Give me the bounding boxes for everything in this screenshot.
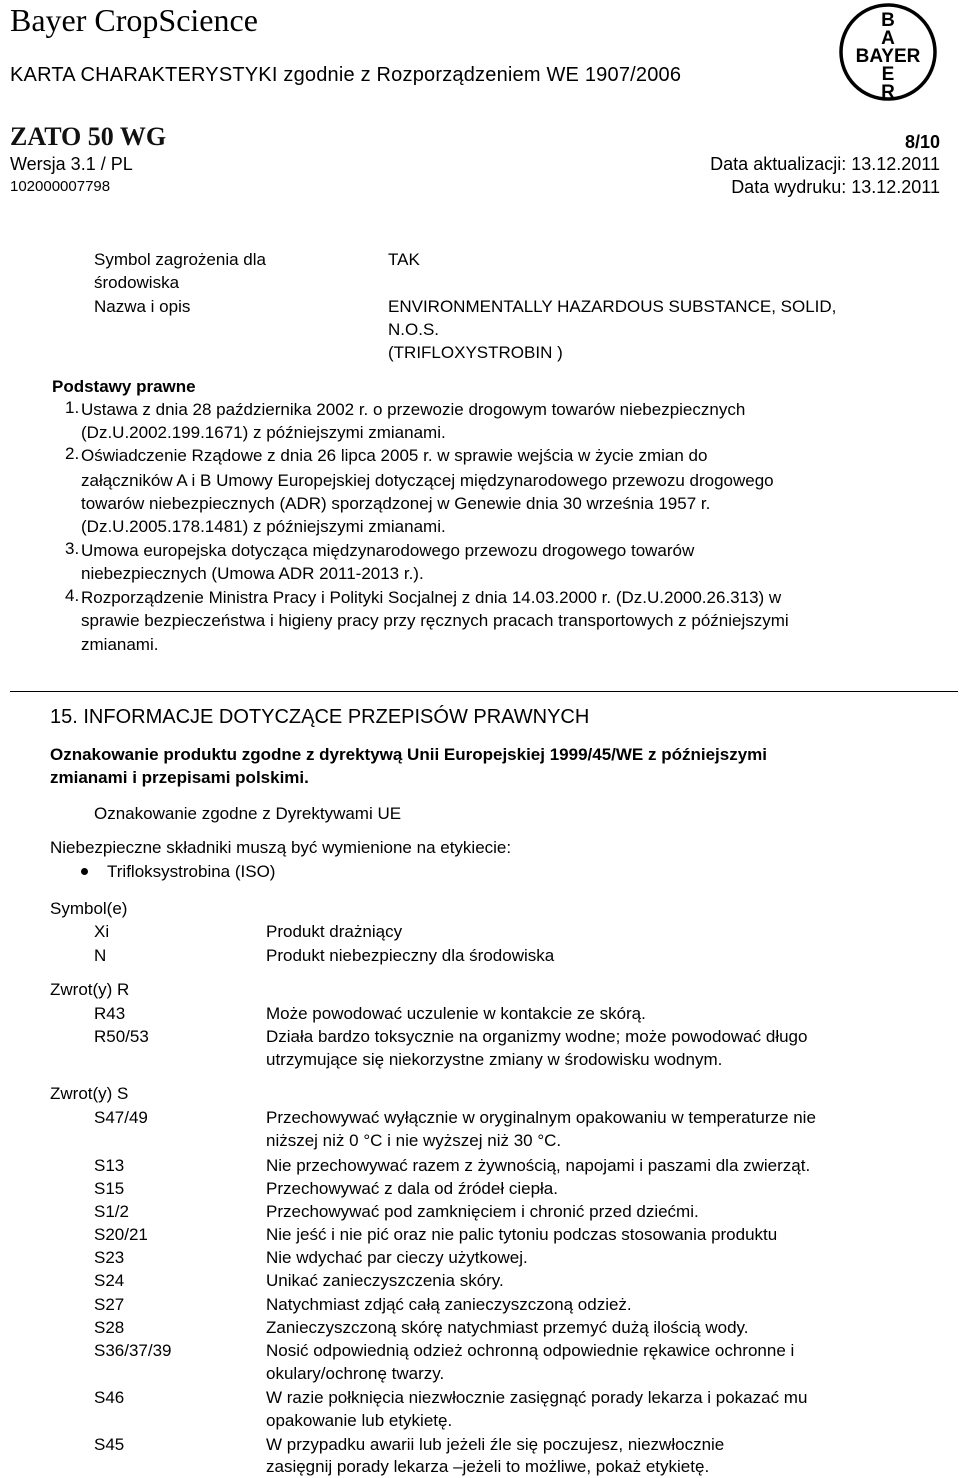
s-phrase-code: S27 xyxy=(94,1295,125,1314)
s-phrases-heading: Zwrot(y) S xyxy=(50,1084,129,1103)
name-label: Nazwa i opis xyxy=(94,297,191,316)
legal-item-line: (Dz.U.2002.199.1671) z późniejszymi zmianami. xyxy=(81,423,446,442)
bullet-icon xyxy=(81,868,88,875)
r-phrase-text: Działa bardzo toksycznie na organizmy wodne; może powodować długo xyxy=(266,1027,808,1046)
s-phrase-text: Przechowywać wyłącznie w oryginalnym opakowaniu w temperaturze nie xyxy=(266,1108,816,1127)
s-phrase-code: S28 xyxy=(94,1318,125,1337)
s-phrase-code: S46 xyxy=(94,1388,125,1407)
document-number: 102000007798 xyxy=(10,178,111,195)
s-phrase-text: Przechowywać pod zamknięciem i chronić przed dziećmi. xyxy=(266,1202,699,1221)
s-phrase-text: Nosić odpowiednią odzież ochronną odpowiednie rękawice ochronne i xyxy=(266,1341,795,1360)
s-phrase-text: Unikać zanieczyszczenia skóry. xyxy=(266,1271,504,1290)
labelling-subtitle-2: zmianami i przepisami polskimi. xyxy=(50,768,309,787)
legal-item-line: Ustawa z dnia 28 października 2002 r. o przewozie drogowym towarów niebezpiecznych xyxy=(81,400,746,419)
s-phrase-text: Nie przechowywać razem z żywnością, napojami i paszami dla zwierząt. xyxy=(266,1156,811,1175)
logo-letter-r: R xyxy=(881,82,895,102)
name-value-1: ENVIRONMENTALLY HAZARDOUS SUBSTANCE, SOLID, xyxy=(388,297,837,316)
company-name: Bayer CropScience xyxy=(10,2,258,38)
env-hazard-value: TAK xyxy=(388,250,420,269)
product-name: ZATO 50 WG xyxy=(10,122,167,151)
legal-item-line: (Dz.U.2005.178.1481) z późniejszymi zmianami. xyxy=(81,517,446,536)
symbol-description: Produkt niebezpieczny dla środowiska xyxy=(266,946,555,965)
s-phrase-text: niższej niż 0 °C i nie wyższej niż 30 °C. xyxy=(266,1131,562,1150)
s-phrase-text: Nie wdychać par cieczy użytkowej. xyxy=(266,1248,528,1267)
s-phrase-text: zasięgnij porady lekarza –jeżeli to możliwe, pokaż etykietę. xyxy=(266,1457,710,1476)
legal-heading: Podstawy prawne xyxy=(52,377,196,396)
logo-letter-e: E xyxy=(881,64,895,85)
s-phrase-text: opakowanie lub etykietę. xyxy=(266,1411,453,1430)
r-phrase-text: utrzymujące się niekorzystne zmiany w środowisku wodnym. xyxy=(266,1050,723,1069)
s-phrase-text: Przechowywać z dala od źródeł ciepła. xyxy=(266,1179,558,1198)
symbol-code: Xi xyxy=(94,922,110,941)
s-phrase-code: S45 xyxy=(94,1435,125,1454)
s-phrase-code: S13 xyxy=(94,1156,125,1175)
legal-item-line: zmianami. xyxy=(81,635,159,654)
r-phrase-text: Może powodować uczulenie w kontakcie ze skórą. xyxy=(266,1004,646,1023)
section-divider xyxy=(10,691,958,692)
s-phrase-code: S1/2 xyxy=(94,1202,129,1221)
hazardous-component: Trifloksystrobina (ISO) xyxy=(107,862,276,881)
r-phrases-heading: Zwrot(y) R xyxy=(50,980,130,999)
logo-letter-b: B xyxy=(881,10,895,31)
legal-item-number: 1. xyxy=(65,398,80,417)
s-phrase-code: S24 xyxy=(94,1271,125,1290)
labelling-subtitle-1: Oznakowanie produktu zgodne z dyrektywą Unii Europejskiej 1999/45/WE z późniejszymi xyxy=(50,745,768,764)
r-phrase-code: R50/53 xyxy=(94,1027,149,1046)
legal-item-number: 4. xyxy=(65,586,80,605)
legal-item-number: 2. xyxy=(65,444,80,463)
hazardous-components-intro: Niebezpieczne składniki muszą być wymienione na etykiecie: xyxy=(50,838,512,857)
s-phrase-code: S20/21 xyxy=(94,1225,148,1244)
legal-item-line: Rozporządzenie Ministra Pracy i Polityki Socjalnej z dnia 14.03.2000 r. (Dz.U.2000.26.313) w xyxy=(81,588,782,607)
name-value-2: N.O.S. xyxy=(388,320,440,339)
s-phrase-text: Zanieczyszczoną skórę natychmiast przemyć dużą ilością wody. xyxy=(266,1318,749,1337)
legal-item-line: towarów niebezpiecznych (ADR) sporządzonej w Genewie dnia 30 września 1957 r. xyxy=(81,494,711,513)
version: Wersja 3.1 / PL xyxy=(10,154,133,174)
env-hazard-label-2: środowiska xyxy=(94,273,180,292)
env-hazard-label-1: Symbol zagrożenia dla xyxy=(94,250,266,269)
logo-word-bayer: BAYER xyxy=(855,46,921,67)
legal-item-line: sprawie bezpieczeństwa i higieny pracy przy ręcznych pracach transportowych z późniejszymi xyxy=(81,611,789,630)
update-date: Data aktualizacji: 13.12.2011 xyxy=(710,154,940,174)
legal-item-line: Oświadczenie Rządowe z dnia 26 lipca 2005 r. w sprawie wejścia w życie zmian do xyxy=(81,446,708,465)
s-phrase-code: S23 xyxy=(94,1248,125,1267)
name-value-3: (TRIFLOXYSTROBIN ) xyxy=(388,343,563,362)
s-phrase-code: S36/37/39 xyxy=(94,1341,172,1360)
eu-labelling-label: Oznakowanie zgodne z Dyrektywami UE xyxy=(94,804,402,823)
section-15-title: 15. INFORMACJE DOTYCZĄCE PRZEPISÓW PRAWNYCH xyxy=(50,706,590,728)
s-phrase-text: okulary/ochronę twarzy. xyxy=(266,1364,445,1383)
symbols-heading: Symbol(e) xyxy=(50,899,128,918)
bayer-cross-logo xyxy=(833,2,943,102)
s-phrase-text: Nie jeść i nie pić oraz nie palic tytoniu podczas stosowania produktu xyxy=(266,1225,778,1244)
s-phrase-code: S15 xyxy=(94,1179,125,1198)
logo-letter-a: A xyxy=(881,28,895,49)
legal-item-line: załączników A i B Umowy Europejskiej dotyczącej międzynarodowego przewozu drogowego xyxy=(81,471,774,490)
page-number: 8/10 xyxy=(904,132,940,152)
s-phrase-text: Natychmiast zdjąć całą zanieczyszczoną odzież. xyxy=(266,1295,632,1314)
r-phrase-code: R43 xyxy=(94,1004,126,1023)
s-phrase-text: W przypadku awarii lub jeżeli źle się poczujesz, niezwłocznie xyxy=(266,1435,725,1454)
legal-item-line: Umowa europejska dotycząca międzynarodowego przewozu drogowego towarów xyxy=(81,541,695,560)
document-title: KARTA CHARAKTERYSTYKI zgodnie z Rozporządzeniem WE 1907/2006 xyxy=(10,64,682,86)
s-phrase-text: W razie połknięcia niezwłocznie zasięgnąć porady lekarza i pokazać mu xyxy=(266,1388,808,1407)
symbol-description: Produkt drażniący xyxy=(266,922,403,941)
s-phrase-code: S47/49 xyxy=(94,1108,148,1127)
symbol-code: N xyxy=(94,946,107,965)
legal-item-number: 3. xyxy=(65,539,80,558)
print-date: Data wydruku: 13.12.2011 xyxy=(731,177,940,197)
legal-item-line: niebezpiecznych (Umowa ADR 2011-2013 r.). xyxy=(81,564,424,583)
